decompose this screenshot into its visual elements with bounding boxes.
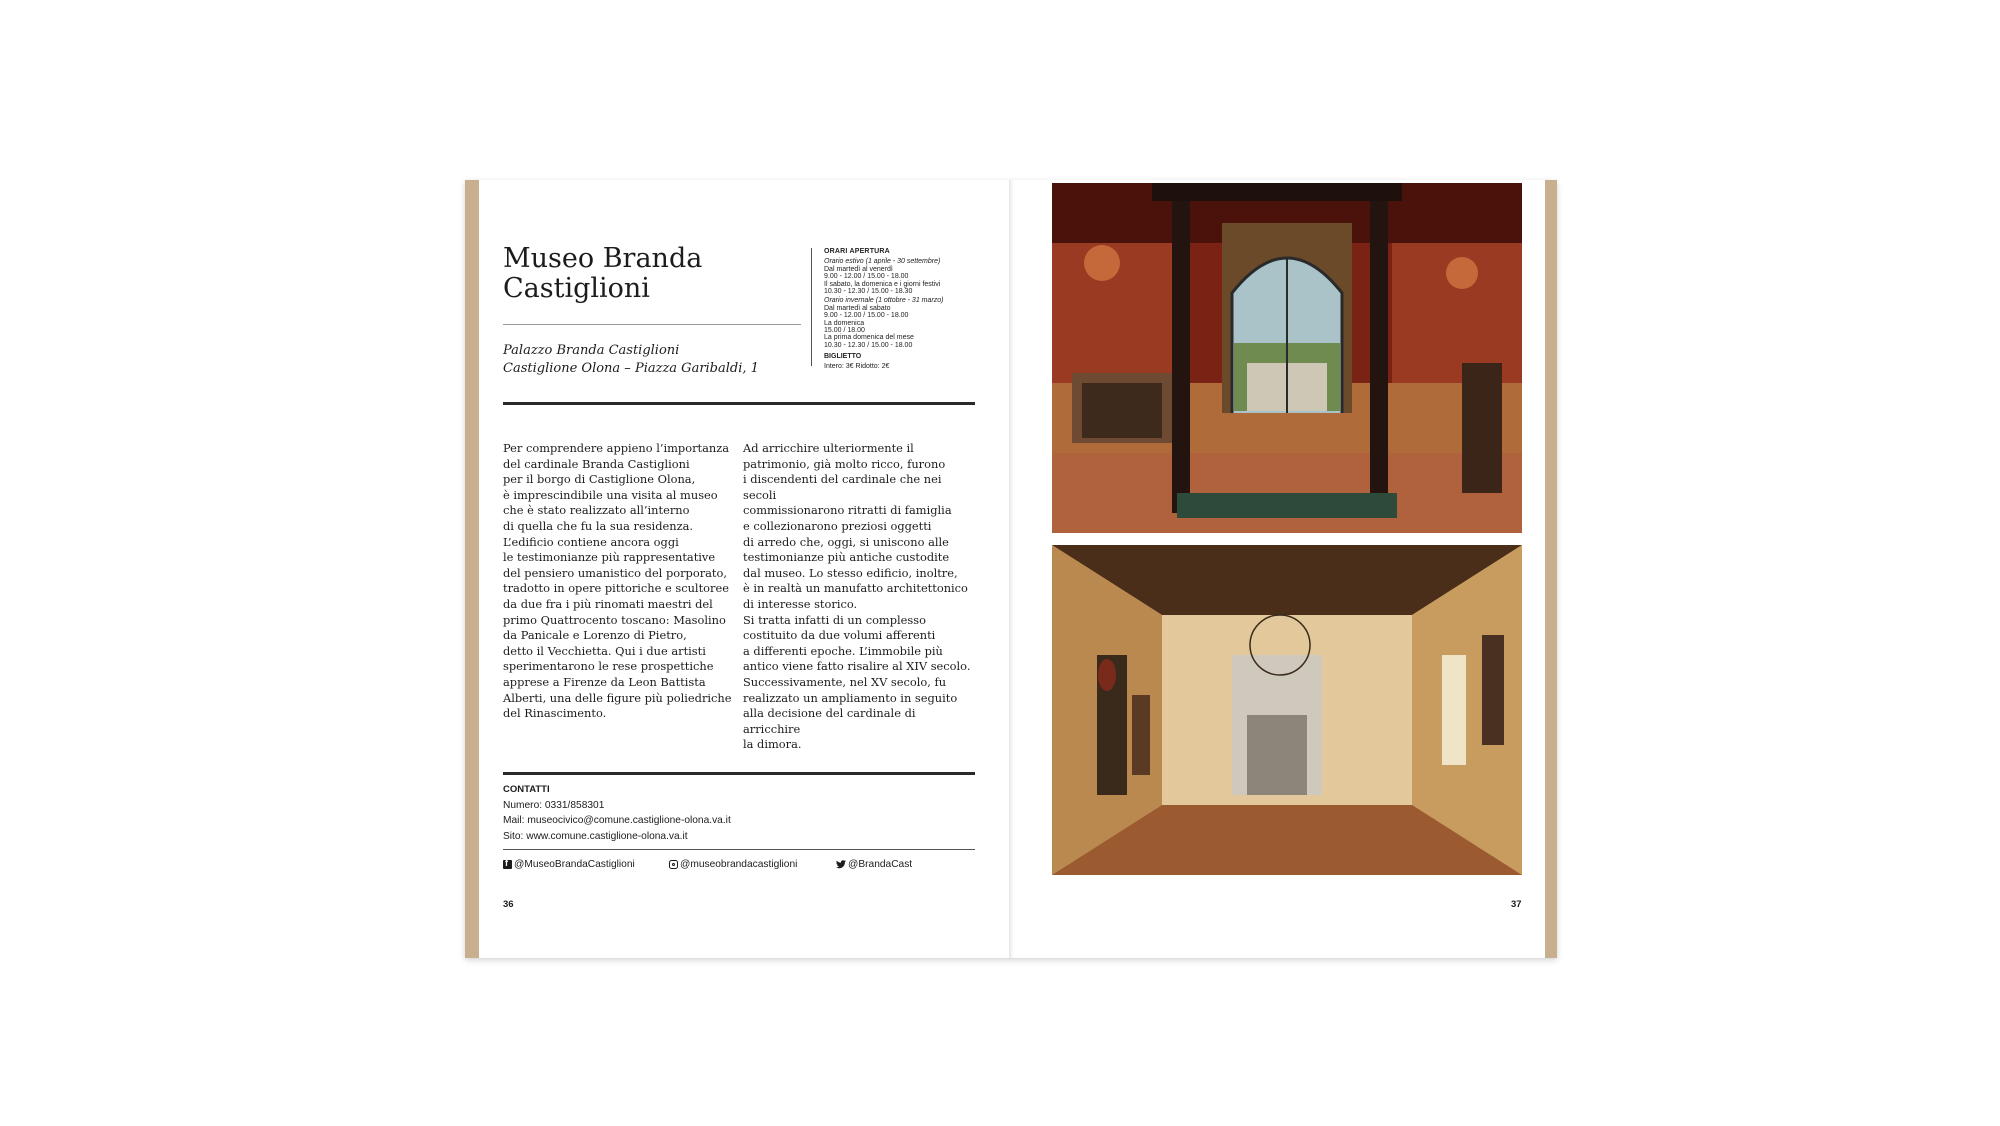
left-page (503, 180, 975, 958)
body-text-line: primo Quattrocento toscano: Masolino (503, 612, 726, 627)
body-text-line: commissionarono ritratti di famiglia (743, 503, 952, 518)
body-text-line: di quella che fu la sua residenza. (503, 518, 693, 533)
body-text-line: i discendenti del cardinale che nei secoli (743, 472, 942, 502)
body-text-line: antico viene fatto risalire al XIV secolo. (743, 659, 971, 674)
body-text-line: sperimentarono le rese prospettiche (503, 659, 714, 674)
body-text-line: Si tratta infatti di un complesso (743, 612, 926, 627)
instagram-icon (669, 860, 678, 869)
body-text-line: L’edificio contiene ancora oggi (503, 534, 679, 549)
canopy-bed-room-image (1052, 183, 1522, 533)
photo-gallery-hall-fireplace (1052, 545, 1522, 875)
summer-line: Il sabato, la domenica e i giorni festivi (824, 280, 941, 288)
title-divider (503, 324, 801, 325)
social-links (503, 859, 975, 875)
body-text-line: di interesse storico. (743, 596, 858, 611)
opening-hours-box (811, 248, 988, 370)
instagram-handle: @museobrandacastiglioni (680, 859, 798, 870)
gallery-hall-image (1052, 545, 1522, 875)
body-text-line: la dimora. (743, 737, 802, 752)
ticket-prices: Intero: 3€ Ridotto: 2€ (824, 362, 890, 370)
body-text-line: patrimonio, già molto ricco, furono (743, 456, 946, 471)
body-text-line: di arredo che, oggi, si uniscono alle (743, 534, 949, 549)
body-text-line: detto il Vecchietta. Qui i due artisti (503, 643, 706, 658)
winter-line: 9.00 - 12.00 / 15.00 - 18.00 (824, 312, 909, 320)
body-text-line: Alberti, una delle figure più poliedriche (503, 690, 732, 705)
body-text-line: Successivamente, nel XV secolo, fu (743, 674, 947, 689)
contacts-divider (503, 772, 975, 775)
book-spread (465, 180, 1557, 958)
text-column-right (743, 441, 975, 753)
photo-canopy-bed-room (1052, 183, 1522, 533)
summer-line: 10.30 - 12.30 / 15.00 - 18.30 (824, 288, 913, 296)
page-number-right: 37 (1511, 899, 1522, 910)
contact-mail[interactable]: Mail: museocivico@comune.castiglione-olona.va.it (503, 815, 731, 827)
subtitle-line-1: Palazzo Branda Castiglioni (503, 343, 680, 358)
body-text-line: da due fra i più rinomati maestri del (503, 596, 713, 611)
twitter-handle: @BrandaCast (848, 859, 913, 870)
winter-label: Orario invernale (1 ottobre - 31 marzo) (824, 297, 944, 305)
body-text-line: e collezionarono preziosi oggetti (743, 518, 932, 533)
page-title: Museo Branda Castiglioni (503, 243, 703, 304)
winter-line: Dal martedì al sabato (824, 304, 891, 312)
facebook-icon (503, 860, 512, 869)
header-divider (503, 402, 975, 405)
body-text-line: a differenti epoche. L’immobile più (743, 643, 943, 658)
winter-line: La prima domenica del mese (824, 334, 914, 342)
body-text-line: del Rinascimento. (503, 706, 607, 721)
body-text-line: del cardinale Branda Castiglioni (503, 456, 690, 471)
body-text-line: realizzato un ampliamento in seguito (743, 690, 958, 705)
body-text-line: dal museo. Lo stesso edificio, inoltre, (743, 565, 958, 580)
twitter-link[interactable] (836, 859, 912, 870)
book-gutter (1009, 180, 1015, 958)
body-text-line: testimonianze più antiche custodite (743, 550, 950, 565)
body-text-line: Ad arricchire ulteriormente il (743, 441, 914, 455)
body-text-line: che è stato realizzato all’interno (503, 503, 690, 518)
body-text-line: Per comprendere appieno l’importanza (503, 441, 730, 455)
body-text-line: è in realtà un manufatto architettonico (743, 581, 968, 596)
winter-line: 10.30 - 12.30 / 15.00 - 18.00 (824, 341, 913, 349)
subtitle-line-2: Castiglione Olona – Piazza Garibaldi, 1 (503, 361, 759, 376)
contact-site[interactable]: Sito: www.comune.castiglione-olona.va.it (503, 830, 688, 842)
text-column-left (503, 441, 735, 722)
right-page-edge (1545, 180, 1557, 958)
winter-line: 15.00 / 18.00 (824, 327, 865, 335)
body-text-line: da Panicale e Lorenzo di Pietro, (503, 628, 687, 643)
summer-line: 9.00 - 12.00 / 15.00 - 18.00 (824, 273, 909, 281)
ticket-heading: BIGLIETTO (824, 353, 862, 361)
winter-line: La domenica (824, 319, 865, 327)
left-page-edge (465, 180, 479, 958)
body-text-line: per il borgo di Castiglione Olona, (503, 472, 696, 487)
body-text-line: è imprescindibile una visita al museo (503, 487, 718, 502)
contact-phone: Numero: 0331/858301 (503, 799, 605, 811)
address-subtitle (503, 342, 803, 378)
body-text-line: costituito da due volumi afferenti (743, 628, 936, 643)
body-text-line: del pensiero umanistico del porporato, (503, 565, 727, 580)
body-text-line: alla decisione del cardinale di arricchire (743, 706, 916, 736)
body-text-line: tradotto in opere pittoriche e scultoree (503, 581, 729, 596)
social-divider (503, 849, 975, 850)
facebook-link[interactable] (503, 859, 635, 870)
instagram-link[interactable] (669, 859, 797, 870)
summer-line: Dal martedì al venerdì (824, 265, 893, 273)
facebook-handle: @MuseoBrandaCastiglioni (514, 859, 635, 870)
twitter-icon (836, 860, 846, 869)
body-text-line: apprese a Firenze da Leon Battista (503, 674, 706, 689)
page-number-left: 36 (503, 899, 514, 910)
hours-heading: ORARI APERTURA (824, 248, 890, 255)
body-text-line: le testimonianze più rappresentative (503, 550, 716, 565)
summer-label: Orario estivo (1 aprile - 30 settembre) (824, 258, 941, 266)
contacts-heading: CONTATTI (503, 784, 550, 795)
contacts-block (503, 782, 975, 844)
